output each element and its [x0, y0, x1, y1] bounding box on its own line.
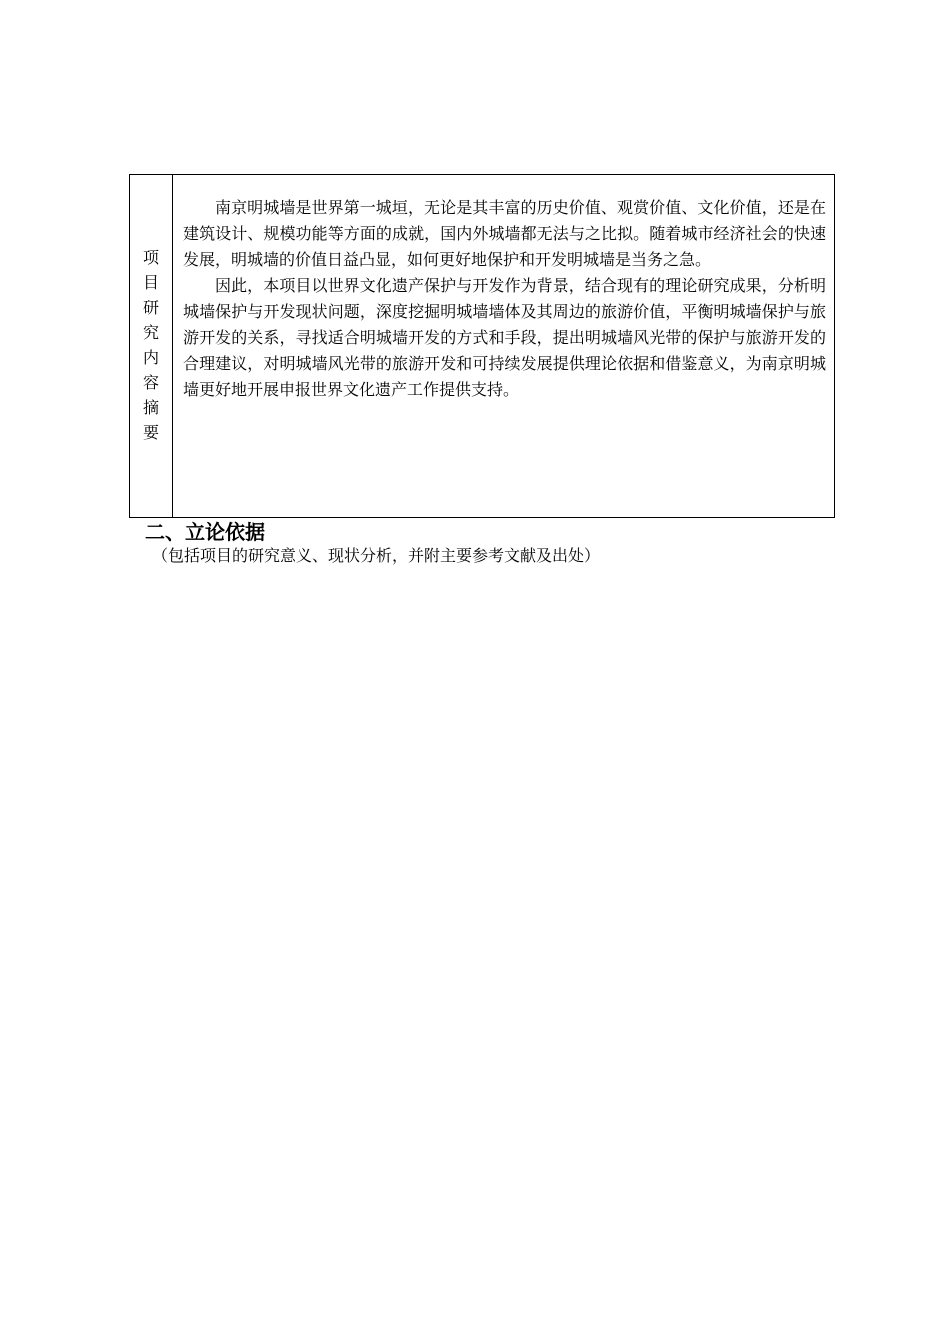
project-abstract-table [129, 174, 835, 518]
abstract-label-char: 究 [142, 323, 159, 342]
abstract-label-char: 内 [142, 348, 159, 367]
abstract-paragraph: 因此，本项目以世界文化遗产保护与开发作为背景，结合现有的理论研究成果，分析明城墙保护与开发现状问题，深度挖掘明城墙墙体及其周边的旅游价值，平衡明城墙保护与旅游开发的关系，寻找适合明城墙开发的方式和手段，提出明城墙风光带的保护与旅游开发的合理建议，对明城墙风光带的旅游开发和可持续发展提供理论依据和借鉴意义，为南京明城墙更好地开展申报世界文化遗产工作提供支持。 [183, 276, 826, 399]
abstract-label-cell [130, 175, 173, 517]
section-note: （包括项目的研究意义、现状分析，并附主要参考文献及出处） [152, 546, 601, 565]
abstract-label-char: 项 [142, 248, 159, 267]
abstract-label-char: 研 [142, 298, 159, 317]
abstract-label-char: 容 [142, 373, 159, 392]
section-heading: 二、立论依据 [145, 520, 265, 544]
abstract-label-char: 摘 [142, 398, 159, 417]
abstract-label [143, 245, 159, 447]
abstract-content-cell [173, 175, 834, 517]
abstract-paragraph: 南京明城墙是世界第一城垣，无论是其丰富的历史价值、观赏价值、文化价值，还是在建筑设计、规模功能等方面的成就，国内外城墙都无法与之比拟。随着城市经济社会的快速发展，明城墙的价值日益凸显，如何更好地保护和开发明城墙是当务之急。 [183, 198, 826, 269]
abstract-label-char: 要 [142, 423, 159, 442]
abstract-label-char: 目 [142, 273, 159, 292]
